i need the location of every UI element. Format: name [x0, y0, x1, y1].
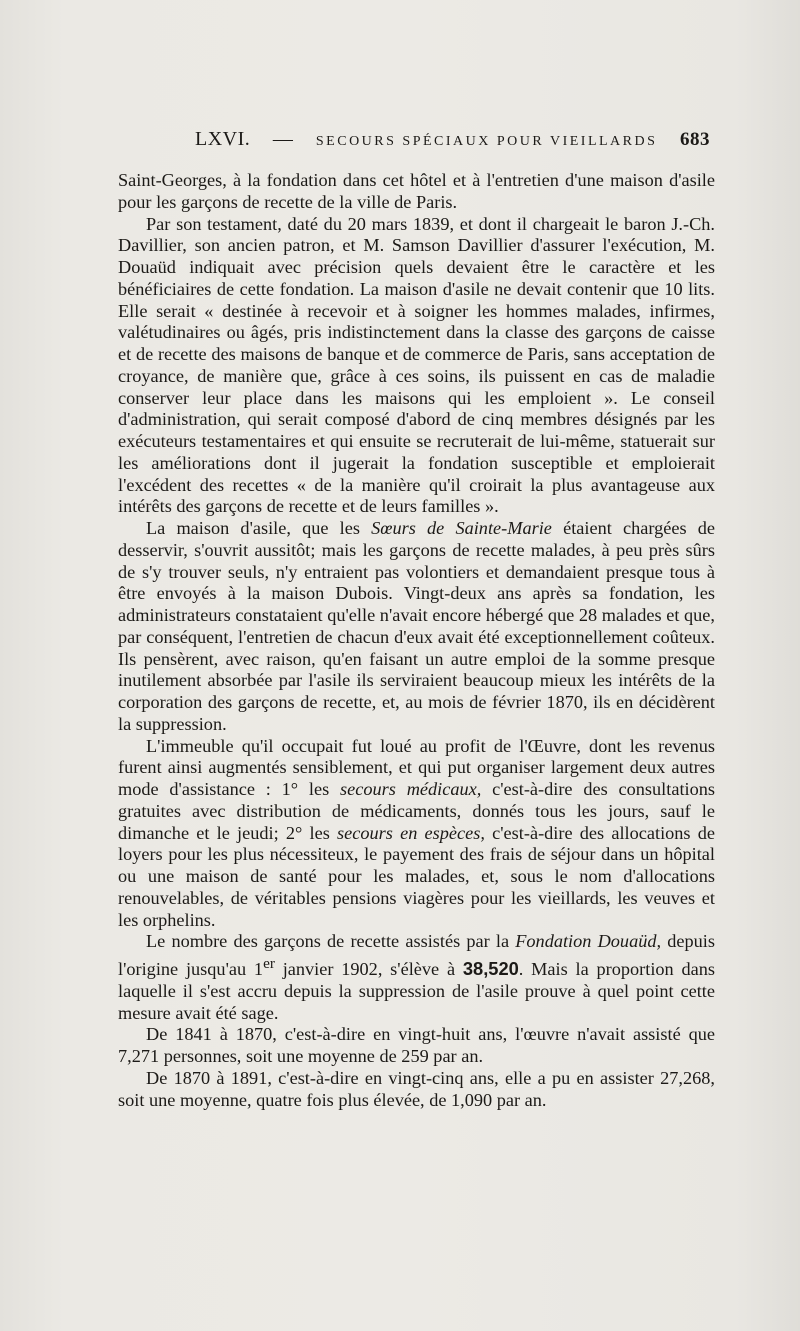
header-dash: —: [272, 128, 294, 150]
p3-rest: étaient chargées de desservir, s'ouvrit aussitôt; mais les garçons de recette malades, à peu près sûrs de s'y trouver seuls, n'y entraient pas volontiers et demandaient presque tous à être envoyés à la maison Dubois. Vingt-deux ans après sa fondation, les administrateurs constataient qu'elle n'avait encore hébergé que 28 malades et que, par conséquent, l'entretien de chacun d'eux avait été exceptionnellement coûteux. Ils pensèrent, avec raison, qu'en faisant un autre emploi de la somme presque inutilement absorbée par l'asile ils serviraient beaucoup mieux les intérêts de la corporation des garçons de recette, et, au mois de février 1870, ils en décidèrent la suppression.: [118, 518, 716, 734]
p5-italic-fondation: Fondation Douaüd,: [515, 931, 662, 952]
p5-part-a: Le nombre des garçons de recette assistés par la: [146, 931, 516, 952]
paragraph-6: De 1841 à 1870, c'est-à-dire en vingt-huit ans, l'œuvre n'avait assisté que 7,271 personnes, soit une moyenne de 259 par an.: [118, 1024, 715, 1067]
paragraph-1: Saint-Georges, à la fondation dans cet hôtel et à l'entretien d'une maison d'asile pour les garçons de recette de la ville de Paris.: [118, 170, 715, 212]
chapter-number: LXVI.: [195, 128, 251, 150]
p4-italic-secours-especes: secours en espèces,: [337, 822, 485, 843]
p3-lead: La maison d'asile, que les: [146, 518, 372, 538]
p3-italic-soeurs: Sœurs de Sainte-Marie: [371, 518, 552, 538]
p5-superscript: er: [263, 955, 275, 972]
paragraph-4: [118, 736, 715, 932]
page-number: 683: [679, 129, 710, 150]
p4-part-a: L'immeuble qu'il occupait fut loué au profit de l'Œuvre, dont les revenus furent ainsi augmentés sensiblement, et qui put organiser largement deux autres mode d'assistance : 1° les: [118, 735, 715, 799]
p5-part-c: janvier 1902, s'élève à: [274, 959, 463, 980]
section-title: SECOURS SPÉCIAUX POUR VIEILLARDS: [315, 134, 658, 149]
p4-part-b: c'est-à-dire des consultations gratuites avec distribution de médicaments, donnés tous les jours, sauf le dimanche et le jeudi; 2° les: [118, 779, 716, 843]
paragraph-3: [118, 518, 715, 736]
p5-part-b: depuis l'origine jusqu'au 1: [118, 931, 715, 980]
paragraph-2: Par son testament, daté du 20 mars 1839, et dont il chargeait le baron J.-Ch. Davillier, son ancien patron, et M. Samson Davillier d'assurer l'exécution, M. Douaüd indiquait avec précision quels devaient être le caractère et les bénéficiaires de cette fondation. La maison d'asile ne devait contenir que 10 lits. Elle serait « destinée à recevoir et à soigner les hommes malades, infirmes, valétudinaires ou âgés, pris indistinctement dans la classe des garçons de caisse et de recette des maisons de banque et de commerce de Paris, sans acceptation de croyance, de manière que, grâce à ces soins, ils puissent en cas de maladie conserver leur place dans les maisons qui les emploient ». Le conseil d'administration, qui serait composé d'abord de cinq membres désignés par les exécuteurs testamentaires et qui ensuite se recruterait de lui-même, statuerait sur les améliorations dont il jugerait la fondation susceptible et emploierait l'excédent des recettes « de la manière qu'il croirait la plus avantageuse aux intérêts des garçons de recette et de leurs familles ».: [118, 213, 715, 517]
p4-italic-secours-medicaux: secours médicaux,: [340, 779, 482, 799]
running-header: [195, 128, 710, 151]
paragraph-7: De 1870 à 1891, c'est-à-dire en vingt-cinq ans, elle a pu en assister 27,268, soit une moyenne, quatre fois plus élevée, de 1,090 par an.: [118, 1067, 715, 1110]
paragraph-5: [118, 931, 715, 1024]
p4-part-c: c'est-à-dire des allocations de loyers pour les plus nécessiteux, le payement des frais de séjour dans un hôpital ou une maison de santé pour les malades, et, sous le nom d'allocations renouvelables, de véritables pensions viagères pour les vieillards, les veuves et les orphelins.: [118, 822, 715, 930]
body-text: [118, 170, 715, 1111]
p5-part-d: . Mais la proportion dans laquelle il s'est accru depuis la suppression de l'asile prouve à quel point cette mesure avait été sage.: [118, 959, 716, 1023]
p5-total-number: 38,520: [462, 958, 519, 980]
